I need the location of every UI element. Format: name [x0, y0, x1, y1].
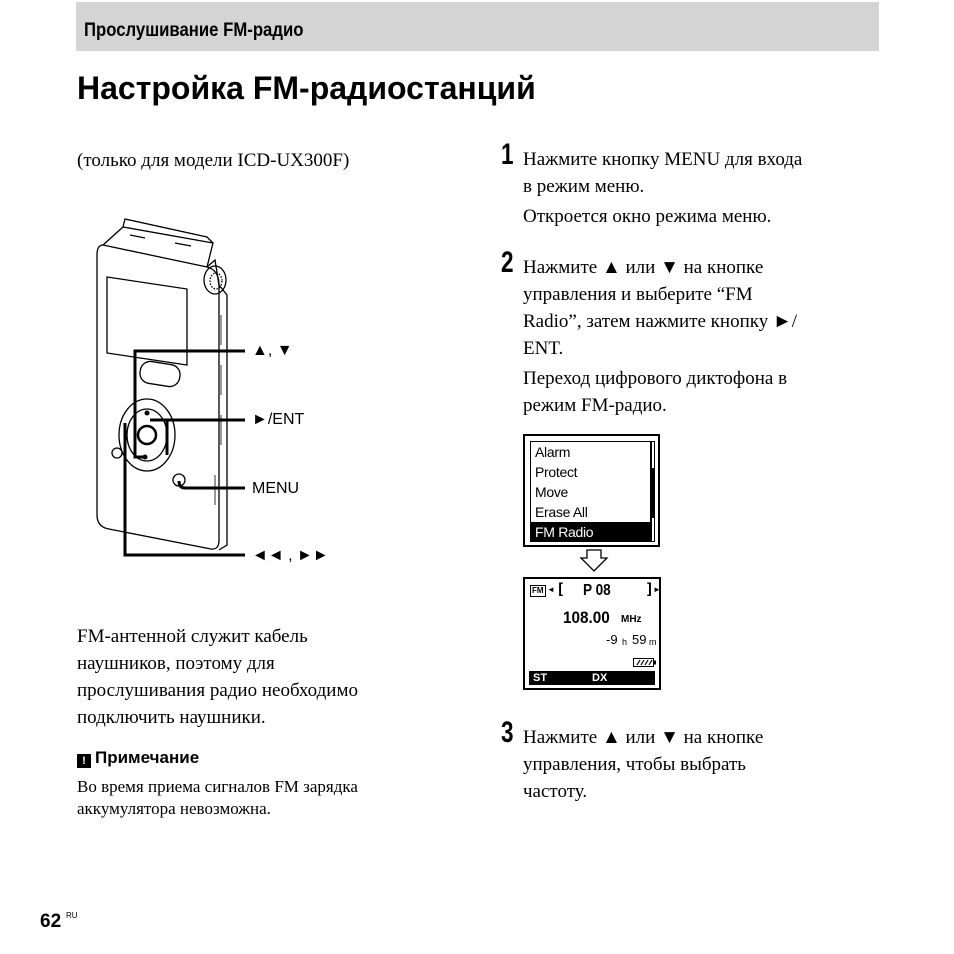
menu-screen: [523, 434, 660, 547]
page-language: RU: [66, 911, 78, 920]
antenna-paragraph: [77, 623, 358, 731]
step-2-number: 2: [501, 246, 514, 279]
step-2-text: [523, 254, 797, 419]
menu-item-fm-radio: FM Radio: [531, 522, 650, 542]
step-line: управления и выберите “FM: [523, 284, 753, 305]
label-up-down: ▲, ▼: [252, 342, 293, 359]
recorder-body: [97, 245, 219, 549]
status-bar: [529, 671, 655, 685]
menu-item-move: Move: [535, 484, 569, 500]
step-line: частоту.: [523, 781, 588, 802]
paragraph-line: FM-антенной служит кабель: [77, 626, 308, 647]
frequency-unit: MHz: [621, 614, 642, 625]
microphone-icon: [204, 266, 226, 294]
step-result: Переход цифрового диктофона в: [523, 368, 788, 389]
step-result: Откроется окно режима меню.: [523, 206, 772, 227]
step-line: в режим меню.: [523, 176, 645, 197]
step-line: Нажмите ▲ или ▼ на кнопке: [523, 727, 764, 748]
step-line: Radio”, затем нажмите кнопку ►/: [523, 311, 798, 332]
note-icon: !: [77, 754, 91, 768]
step-3-text: [523, 724, 763, 805]
radio-screen: [523, 577, 661, 690]
center-button: [138, 426, 156, 444]
label-menu: MENU: [252, 480, 300, 497]
step-line: ENT.: [523, 338, 564, 359]
step-line: Нажмите кнопку MENU для входа: [523, 149, 803, 170]
paragraph-line: наушников, поэтому для: [77, 653, 275, 674]
step-result: режим FM-радио.: [523, 395, 667, 416]
step-line: Нажмите ▲ или ▼ на кнопке: [523, 257, 764, 278]
note-title: Примечание: [95, 748, 200, 767]
label-play-ent: ►/ENT: [252, 411, 305, 428]
frequency: 108.00: [563, 608, 610, 627]
menu-item-alarm: Alarm: [535, 444, 571, 460]
fm-icon: FM: [532, 586, 544, 595]
stereo-indicator: ST: [533, 672, 548, 684]
model-note: (только для модели ICD-UX300F): [77, 150, 350, 171]
hours-unit: h: [622, 637, 628, 647]
bracket-right: ]: [645, 580, 655, 598]
page-title: Настройка FM-радиостанций: [77, 70, 536, 106]
note-line: аккумулятора невозможна.: [77, 799, 271, 818]
step-line: управления, чтобы выбрать: [523, 754, 746, 775]
scroll-thumb: [652, 468, 654, 518]
remaining-hours: -9: [606, 632, 618, 647]
note-line: Во время приема сигналов FM зарядка: [77, 777, 358, 796]
step-3-number: 3: [501, 716, 514, 749]
note-body: [77, 776, 358, 820]
left-arrow-icon: ◄: [547, 585, 555, 594]
paragraph-line: прослушивания радио необходимо: [77, 680, 358, 701]
preset-number: P 08: [583, 582, 611, 599]
menu-item-erase-all: Erase All: [535, 504, 588, 520]
page-number: 62: [40, 911, 62, 932]
minutes-unit: m: [649, 637, 657, 647]
step-1-text: [523, 146, 802, 230]
recorder-illustration: [95, 215, 355, 575]
note-heading: [77, 748, 199, 768]
label-prev-next: ◄◄ , ►►: [252, 547, 329, 564]
step-1-number: 1: [501, 138, 514, 171]
right-arrow-icon: ►: [653, 585, 661, 594]
down-arrow-icon: [579, 549, 609, 573]
dx-indicator: DX: [592, 672, 608, 684]
section-header: Прослушивание FM-радио: [84, 20, 304, 41]
bracket-left: [: [556, 580, 566, 598]
menu-item-protect: Protect: [535, 464, 578, 480]
battery-icon: [633, 658, 657, 668]
remaining-minutes: 59: [632, 632, 647, 647]
paragraph-line: подключить наушники.: [77, 707, 266, 728]
menu-list: [530, 441, 651, 542]
menu-scrollbar: [651, 441, 655, 542]
